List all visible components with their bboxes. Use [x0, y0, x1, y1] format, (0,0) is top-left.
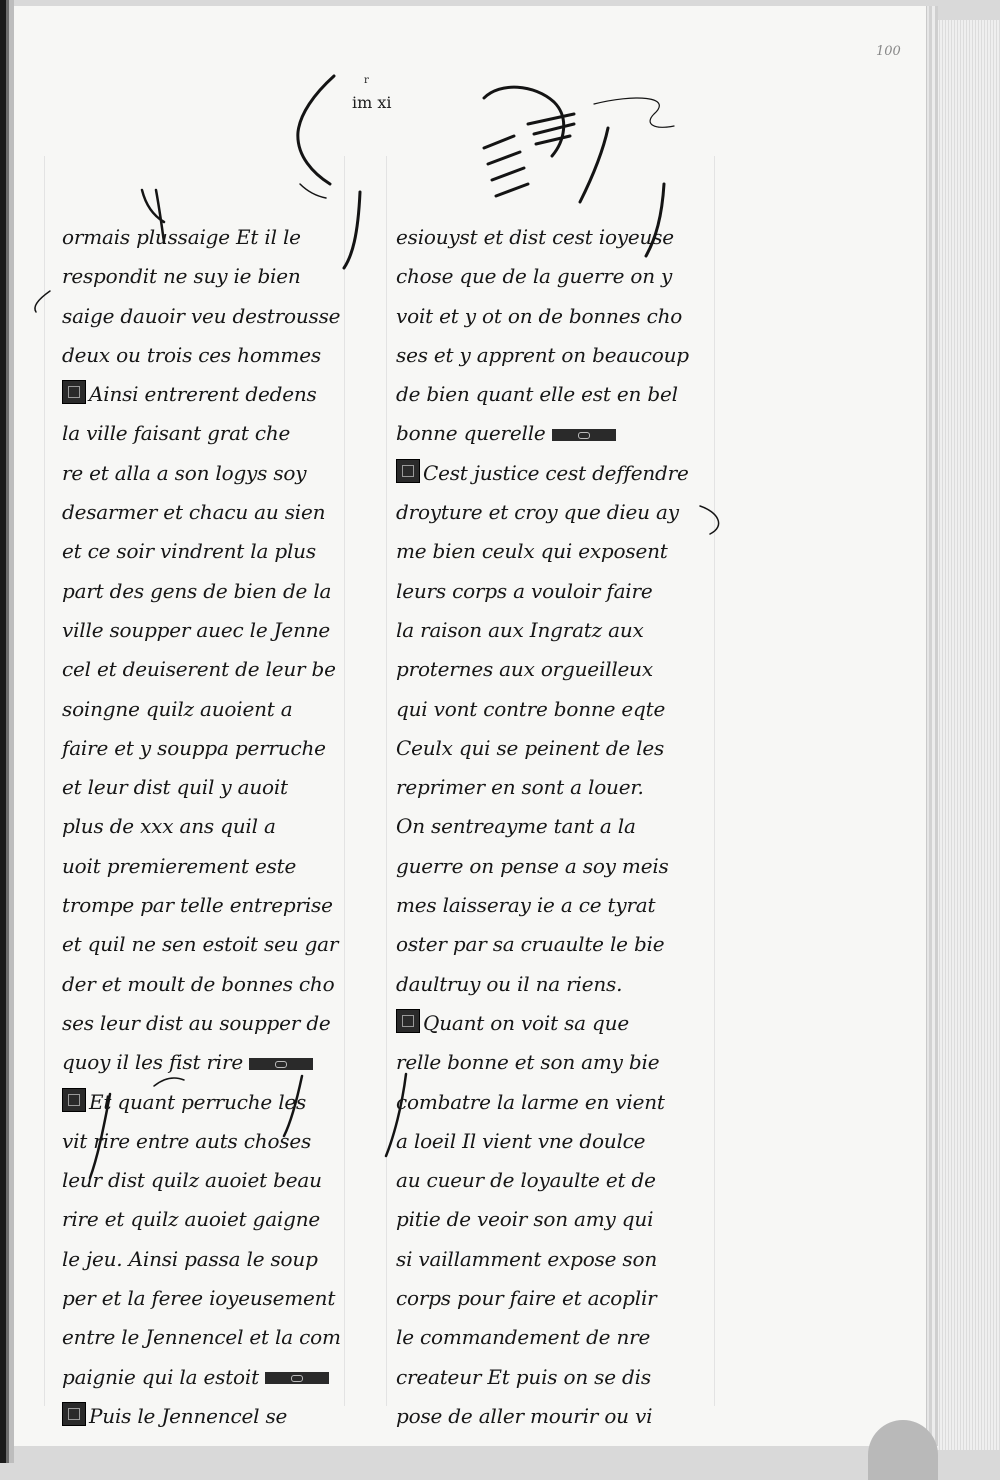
line-filler-ornament: [552, 429, 616, 441]
manuscript-line-text: plus de xxx ans quil a: [62, 814, 276, 839]
manuscript-line-text: faire et y souppa perruche: [62, 735, 326, 760]
manuscript-line-text: daultruy ou il na riens.: [396, 971, 623, 996]
header-flourish: [298, 76, 334, 184]
ascender-flourish: [344, 192, 360, 268]
manuscript-line: [396, 965, 689, 1004]
manuscript-line-text: re et alla a son logys soy: [62, 460, 307, 485]
manuscript-line: [396, 493, 689, 532]
book-spine: [0, 0, 14, 1463]
manuscript-line: [396, 847, 689, 886]
manuscript-line-text: ses leur dist au soupper de: [62, 1010, 331, 1035]
folio-number: 100: [876, 44, 901, 59]
manuscript-line-text: Ainsi entrerent dedens: [89, 382, 317, 407]
cadel-initial-flourish: [484, 136, 528, 196]
manuscript-line-text: au cueur de loyaulte et de: [396, 1168, 656, 1193]
manuscript-line-text: Quant on voit sa que: [423, 1010, 629, 1035]
manuscript-line: [62, 1279, 341, 1318]
manuscript-line-text: respondit ne suy ie bien: [62, 264, 301, 289]
line-filler-ornament: [265, 1372, 329, 1384]
manuscript-line: [62, 454, 341, 493]
manuscript-line: [396, 1397, 689, 1436]
manuscript-line-text: et leur dist quil y auoit: [62, 775, 288, 800]
manuscript-line: [62, 847, 341, 886]
manuscript-line: [62, 886, 341, 925]
manuscript-line: [62, 336, 341, 375]
manuscript-line-text: part des gens de bien de la: [62, 578, 332, 603]
header-flourish: [300, 184, 326, 198]
manuscript-line-text: reprimer en sont a louer.: [396, 775, 644, 800]
manuscript-line: [62, 965, 341, 1004]
manuscript-line: [62, 690, 341, 729]
manuscript-line: [396, 1043, 689, 1082]
manuscript-line-text: combatre la larme en vient: [396, 1089, 665, 1114]
manuscript-line-text: deux ou trois ces hommes: [62, 342, 321, 367]
manuscript-line: [62, 807, 341, 846]
manuscript-line-text: a loeil Il vient vne doulce: [396, 1128, 646, 1153]
running-header-superscript: r: [364, 75, 369, 86]
manuscript-line: [62, 572, 341, 611]
decorated-initial: [62, 1402, 86, 1426]
manuscript-line: [396, 297, 689, 336]
manuscript-line: [396, 768, 689, 807]
manuscript-line-text: pitie de veoir son amy qui: [396, 1207, 654, 1232]
manuscript-line: [396, 414, 689, 453]
manuscript-line-text: guerre on pense a soy meis: [396, 853, 669, 878]
decorated-initial: [396, 1009, 420, 1033]
margin-flourish: [700, 506, 719, 534]
manuscript-line: [396, 1358, 689, 1397]
manuscript-line-text: quoy il les fist rire: [62, 1050, 243, 1075]
manuscript-line-text: me bien ceulx qui exposent: [396, 539, 668, 564]
manuscript-line: [396, 454, 689, 493]
manuscript-line-text: ses et y apprent on beaucoup: [396, 342, 689, 367]
decorated-initial: [62, 380, 86, 404]
manuscript-line: [396, 1200, 689, 1239]
manuscript-line: [396, 690, 689, 729]
manuscript-line: [396, 611, 689, 650]
manuscript-line: [396, 375, 689, 414]
manuscript-line: [396, 1122, 689, 1161]
line-filler-ornament: [249, 1058, 313, 1070]
manuscript-line-text: la raison aux Ingratz aux: [396, 617, 644, 642]
manuscript-line: [396, 1004, 689, 1043]
manuscript-line-text: ormais plussaige Et il le: [62, 225, 301, 249]
manuscript-line: [396, 650, 689, 689]
cadel-initial-flourish: [484, 87, 574, 156]
manuscript-line: [396, 886, 689, 925]
manuscript-line: [62, 1200, 341, 1239]
manuscript-line-text: vit rire entre auts choses: [62, 1128, 312, 1153]
manuscript-line-text: le jeu. Ainsi passa le soup: [62, 1246, 318, 1271]
manuscript-line-text: cel et deuiserent de leur be: [62, 657, 336, 682]
manuscript-line-text: rire et quilz auoiet gaigne: [62, 1207, 321, 1232]
manuscript-line-text: esiouyst et dist cest ioyeuse: [396, 225, 674, 249]
text-column-left: [62, 218, 341, 1436]
manuscript-line: [62, 1161, 341, 1200]
manuscript-line: [396, 925, 689, 964]
manuscript-line-text: la ville faisant grat che: [62, 421, 291, 446]
manuscript-line: [62, 414, 341, 453]
manuscript-line-text: leur dist quilz auoiet beau: [62, 1168, 322, 1193]
manuscript-line-text: et ce soir vindrent la plus: [62, 539, 316, 564]
manuscript-line: [62, 297, 341, 336]
manuscript-line-text: paignie qui la estoit: [62, 1364, 259, 1389]
margin-flourish: [35, 291, 50, 312]
manuscript-line-text: leurs corps a vouloir faire: [396, 578, 653, 603]
manuscript-line: [62, 218, 341, 257]
manuscript-page: [14, 6, 927, 1446]
manuscript-line: [62, 532, 341, 571]
page-fore-edges: [928, 20, 1000, 1450]
manuscript-line: [396, 807, 689, 846]
manuscript-line: [62, 925, 341, 964]
manuscript-line-text: createur Et puis on se dis: [396, 1364, 651, 1389]
manuscript-line: [396, 729, 689, 768]
manuscript-line-text: Ceulx qui se peinent de les: [396, 735, 665, 760]
manuscript-line: [62, 375, 341, 414]
manuscript-line-text: trompe par telle entreprise: [62, 893, 333, 918]
manuscript-line: [62, 1043, 341, 1082]
manuscript-line: [396, 257, 689, 296]
manuscript-line: [396, 1161, 689, 1200]
manuscript-line-text: der et moult de bonnes cho: [62, 971, 335, 996]
manuscript-line: [62, 257, 341, 296]
decorated-initial: [396, 459, 420, 483]
manuscript-line: [62, 768, 341, 807]
manuscript-line: [62, 1122, 341, 1161]
manuscript-line: [396, 336, 689, 375]
manuscript-line-text: le commandement de nre: [396, 1325, 651, 1350]
manuscript-line: [62, 1240, 341, 1279]
ascender-flourish: [580, 128, 608, 202]
manuscript-line: [396, 532, 689, 571]
manuscript-line-text: Cest justice cest deffendre: [423, 460, 689, 485]
manuscript-line-text: corps pour faire et acoplir: [396, 1286, 657, 1311]
text-column-right: [396, 218, 689, 1436]
manuscript-line-text: chose que de la guerre on y: [396, 264, 673, 289]
manuscript-line-text: oster par sa cruaulte le bie: [396, 932, 665, 957]
manuscript-line-text: proternes aux orgueilleux: [396, 657, 653, 682]
manuscript-line-text: On sentreayme tant a la: [396, 814, 636, 839]
manuscript-line-text: soingne quilz auoient a: [62, 696, 293, 721]
manuscript-line: [62, 729, 341, 768]
manuscript-line: [396, 1240, 689, 1279]
manuscript-line-text: droyture et croy que dieu ay: [396, 500, 679, 525]
manuscript-line: [62, 1004, 341, 1043]
manuscript-line: [62, 1318, 341, 1357]
manuscript-line-text: saige dauoir veu destrousse: [62, 303, 341, 328]
manuscript-line-text: voit et y ot on de bonnes cho: [396, 303, 683, 328]
manuscript-line-text: bonne querelle: [396, 421, 546, 446]
manuscript-line-text: Et quant perruche les: [89, 1089, 307, 1114]
manuscript-line-text: mes laisseray ie a ce tyrat: [396, 893, 656, 918]
manuscript-line-text: qui vont contre bonne eqte: [396, 696, 666, 721]
manuscript-line-text: uoit premierement este: [62, 853, 297, 878]
manuscript-line: [396, 218, 689, 257]
manuscript-line-text: per et la feree ioyeusement: [62, 1286, 336, 1311]
manuscript-line-text: ville soupper auec le Jenne: [62, 617, 331, 642]
manuscript-line: [62, 1397, 341, 1436]
manuscript-line: [62, 650, 341, 689]
manuscript-line-text: et quil ne sen estoit seu gar: [62, 932, 339, 957]
manuscript-line-text: desarmer et chacu au sien: [62, 500, 326, 525]
running-header-text: im xi: [352, 93, 392, 112]
manuscript-line: [396, 1083, 689, 1122]
manuscript-line-text: si vaillamment expose son: [396, 1246, 657, 1271]
manuscript-line: [396, 1318, 689, 1357]
manuscript-line: [62, 611, 341, 650]
decorated-initial: [62, 1088, 86, 1112]
manuscript-line-text: Puis le Jennencel se: [89, 1403, 288, 1428]
cadel-initial-flourish: [594, 98, 674, 127]
manuscript-line-text: pose de aller mourir ou vi: [396, 1403, 653, 1428]
manuscript-line-text: relle bonne et son amy bie: [396, 1050, 660, 1075]
manuscript-line-text: entre le Jennencel et la com: [62, 1325, 341, 1350]
manuscript-line-text: de bien quant elle est en bel: [396, 382, 678, 407]
manuscript-line: [62, 1358, 341, 1397]
manuscript-line: [62, 1083, 341, 1122]
manuscript-line: [396, 1279, 689, 1318]
manuscript-line: [396, 572, 689, 611]
manuscript-line: [62, 493, 341, 532]
